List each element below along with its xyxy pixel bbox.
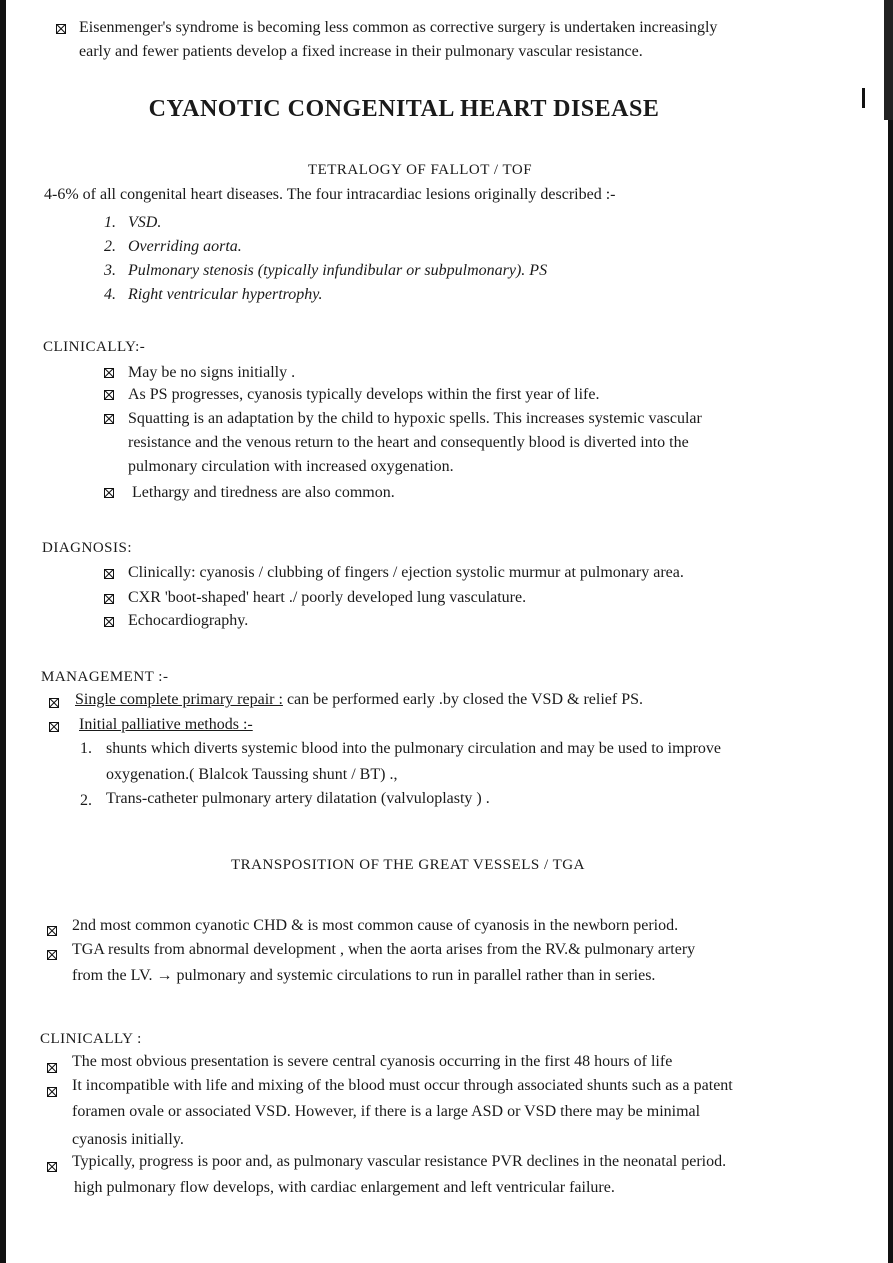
checkbox-bullet-icon: [49, 698, 59, 708]
checkbox-bullet-icon: [104, 368, 114, 378]
clinical-item: As PS progresses, cyanosis typically develops within the first year of life.: [128, 386, 600, 403]
management-item-1-label: Single complete primary repair :: [75, 691, 283, 708]
checkbox-bullet-icon: [56, 24, 66, 34]
checkbox-bullet-icon: [47, 950, 57, 960]
diagnosis-item: Clinically: cyanosis / clubbing of fingers / ejection systolic murmur at pulmonary area.: [128, 564, 684, 581]
intro-line-1: Eisenmenger's syndrome is becoming less common as corrective surgery is undertaken increasingly: [79, 19, 718, 36]
tof-intro: 4-6% of all congenital heart diseases. The four intracardiac lesions originally described :-: [44, 186, 616, 203]
tga-clinical-item-continued: high pulmonary flow develops, with cardiac enlargement and left ventricular failure.: [74, 1179, 615, 1196]
checkbox-bullet-icon: [47, 1087, 57, 1097]
tof-heading: TETRALOGY OF FALLOT / TOF: [307, 162, 533, 178]
lesion-number: 2.: [104, 238, 116, 255]
checkbox-bullet-icon: [49, 722, 59, 732]
scan-edge-right-top: [884, 0, 893, 120]
clinical-item-continued: resistance and the venous return to the heart and consequently blood is diverted into the: [128, 434, 689, 451]
intro-line-2: early and fewer patients develop a fixed increase in their pulmonary vascular resistance.: [79, 43, 643, 60]
scan-edge-right: [888, 0, 893, 1263]
checkbox-bullet-icon: [104, 414, 114, 424]
scan-mark: [862, 88, 865, 108]
management-sub-number: 2.: [80, 792, 92, 809]
checkbox-bullet-icon: [104, 390, 114, 400]
diagnosis-item: CXR 'boot-shaped' heart ./ poorly developed lung vasculature.: [128, 589, 527, 606]
management-sub-item: shunts which diverts systemic blood into the pulmonary circulation and may be used to improve: [106, 740, 721, 757]
diagnosis-heading: DIAGNOSIS:: [42, 540, 133, 556]
tga-clinical-item-continued: cyanosis initially.: [72, 1131, 184, 1148]
clinical-item: Lethargy and tiredness are also common.: [132, 484, 395, 501]
tga-clinical-item: The most obvious presentation is severe central cyanosis occurring in the first 48 hours of life: [72, 1053, 673, 1070]
management-item-1: [75, 691, 643, 709]
tga-clinical-item-continued: foramen ovale or associated VSD. However, if there is a large ASD or VSD there may be minimal: [72, 1103, 701, 1120]
lesion-number: 4.: [104, 286, 116, 303]
page-title: CYANOTIC CONGENITAL HEART DISEASE: [148, 96, 660, 122]
checkbox-bullet-icon: [104, 594, 114, 604]
tga-clinical-item: Typically, progress is poor and, as pulmonary vascular resistance PVR declines in the neonatal period.: [72, 1153, 727, 1170]
lesion-number: 3.: [104, 262, 116, 279]
management-sub-item-continued: oxygenation.( Blalcok Taussing shunt / BT) .,: [106, 766, 398, 783]
lesion-item: Right ventricular hypertrophy.: [128, 286, 323, 303]
diagnosis-item: Echocardiography.: [128, 612, 249, 629]
checkbox-bullet-icon: [104, 569, 114, 579]
management-item-2: Initial palliative methods :-: [79, 716, 253, 733]
clinical-item: May be no signs initially .: [128, 364, 296, 381]
clinical-item: Squatting is an adaptation by the child to hypoxic spells. This increases systemic vascular: [128, 410, 702, 427]
tga-item-continued: from the LV. → pulmonary and systemic circulations to run in parallel rather than in series.: [72, 967, 656, 984]
management-item-1-text: can be performed early .by closed the VSD & relief PS.: [286, 691, 643, 708]
lesion-number: 1.: [104, 214, 116, 231]
lesion-item: Pulmonary stenosis (typically infundibular or subpulmonary). PS: [128, 262, 548, 279]
management-heading: MANAGEMENT :-: [41, 669, 169, 685]
tga-clinically-heading: CLINICALLY :: [40, 1031, 142, 1047]
management-sub-item: Trans-catheter pulmonary artery dilatation (valvuloplasty ) .: [106, 790, 490, 807]
tga-item: 2nd most common cyanotic CHD & is most common cause of cyanosis in the newborn period.: [72, 917, 679, 934]
scan-edge-left: [0, 0, 6, 1263]
checkbox-bullet-icon: [47, 1162, 57, 1172]
tga-clinical-item: It incompatible with life and mixing of the blood must occur through associated shunts such as a patent: [72, 1077, 733, 1094]
tga-heading: TRANSPOSITION OF THE GREAT VESSELS / TGA: [231, 857, 585, 873]
tga-item: TGA results from abnormal development , when the aorta arises from the RV.& pulmonary artery: [72, 941, 696, 958]
lesion-item: Overriding aorta.: [128, 238, 242, 255]
checkbox-bullet-icon: [47, 1063, 57, 1073]
checkbox-bullet-icon: [104, 617, 114, 627]
tof-clinically-heading: CLINICALLY:-: [43, 339, 146, 355]
checkbox-bullet-icon: [104, 488, 114, 498]
checkbox-bullet-icon: [47, 926, 57, 936]
management-sub-number: 1.: [80, 740, 92, 757]
lesion-item: VSD.: [128, 214, 162, 231]
clinical-item-continued: pulmonary circulation with increased oxygenation.: [128, 458, 454, 475]
